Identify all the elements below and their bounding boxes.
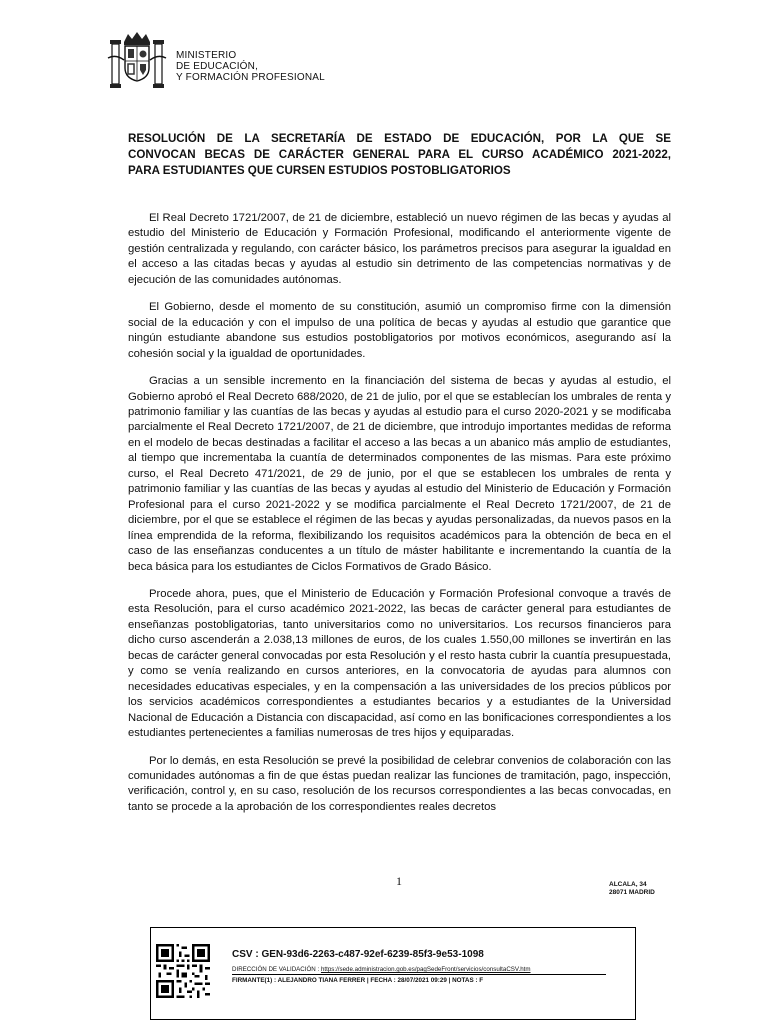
title-line: RESOLUCIÓN DE LA SECRETARÍA DE ESTADO DE EDUCACIÓN, POR LA QUE SE <box>128 132 671 145</box>
csv-code: CSV : GEN-93d6-2263-c487-92ef-6239-85f3-9e53-1098 <box>232 949 484 960</box>
validation-address <box>232 966 531 973</box>
paragraph: El Gobierno, desde el momento de su constitución, asumió un compromiso firme con la dimensión social de la educación y con el impulso de una política de becas y ayudas al estudio que garantice que ningún estudiante abandone sus estudios postobligatorios por motivos económicos, asegurando así la cohesión social y la igualdad de oportunidades. <box>128 301 671 360</box>
paragraph: Procede ahora, pues, que el Ministerio de Educación y Formación Profesional convoque a través de esta Resolución, para el curso académico 2021-2022, las becas de carácter general para estudiantes de enseñanzas postobligatorias, tanto universitarios como no universitarios. Los recursos financieros para dicho curso ascenderán a 2.038,13 millones de euros, de los cuales 1.550,00 millones se invertirán en las becas de carácter general convocadas por esta Resolución y el resto hasta cubrir la cuantía presupuestada, y como se venía realizando en cursos anteriores, en la convocatoria de ayudas para alumnos con necesidades educativas especiales, y en la compensación a las universidades de los precios públicos por los servicios académicos correspondientes a estudiantes becarios y a estudiantes de la Universidad Nacional de Educación a Distancia con discapacidad, así como en las bonificaciones correspondientes a los estudiantes pertenecientes a familias numerosas de tres hijos y equiparadas. <box>128 587 671 740</box>
validation-link[interactable]: https://sede.administracion.gob.es/pagSedeFront/servicios/consultaCSV.htm <box>320 966 531 973</box>
address-line: ALCALA, 34 <box>609 881 647 888</box>
resolution-title <box>128 131 671 179</box>
csv-validation-box <box>150 927 636 1020</box>
paragraph: El Real Decreto 1721/2007, de 21 de diciembre, estableció un nuevo régimen de las becas y ayudas al estudio del Ministerio de Educación y Formación Profesional, modificando el anteriormente vigente de gestión centralizada y regulando, con carácter básico, los parámetros precisos para asegurar la igualdad en el acceso a las citadas becas y ayudas al estudio sin detrimento de las competencias normativas y de ejecución de las comunidades autónomas. <box>128 212 671 286</box>
page-number: 1 <box>396 874 402 888</box>
title-line: CONVOCAN BECAS DE CARÁCTER GENERAL PARA EL CURSO ACADÉMICO 2021-2022, <box>128 148 671 161</box>
paragraph: Por lo demás, en esta Resolución se prevé la posibilidad de celebrar convenios de colaboración con las comunidades autónomas a fin de que éstas puedan realizar las funciones de tramitación, pago, inspección, verificación, control y, en su caso, resolución de los recursos correspondientes a las becas convocadas, en tanto se procede a la aprobación de los correspondientes reales decretos <box>128 754 671 813</box>
qr-code-icon <box>156 944 210 998</box>
paragraph: Gracias a un sensible incremento en la financiación del sistema de becas y ayudas al estudio, el Gobierno aprobó el Real Decreto 688/2020, de 21 de julio, por el que se establecían los umbrales de renta y patrimonio familiar y las cuantías de las becas y ayudas al estudio para el curso 2020-2021 y se modificaba parcialmente el Real Decreto 1721/2007, de 21 de diciembre, que introdujo importantes medidas de reforma en el modelo de becas destinadas a facilitar el acceso a las becas a un abanico más amplio de estudiantes, al tiempo que incrementaba la cuantía de determinados componentes de las mismas. Para este próximo curso, el Real Decreto 471/2021, de 29 de junio, por el que se establecen los umbrales de renta y patrimonio familiar y las cuantías de las becas y ayudas al estudio del Ministerio de Educación y Formación Profesional para el curso 2021-2022 y se modifica parcialmente el Real Decreto 1721/2007, de 21 de diciembre, por el que se establece el régimen de las becas y ayudas personalizadas, da nuevos pasos en la línea emprendida de la reforma, flexibilizando los requisitos académicos para la obtención de beca en el caso de las enseñanzas conducentes a un título de máster habilitante e incrementando la cuantía de la beca básica para los estudiantes de Ciclos Formativos de Grado Básico. <box>128 375 671 573</box>
ministry-line: MINISTERIO <box>176 50 237 61</box>
divider <box>232 974 606 975</box>
signer-info: FIRMANTE(1) : ALEJANDRO TIANA FERRER | FECHA : 28/07/2021 09:29 | NOTAS : F <box>232 977 484 984</box>
ministry-line: Y FORMACIÓN PROFESIONAL <box>176 72 325 83</box>
document-body <box>128 211 671 827</box>
ministry-name <box>176 50 325 83</box>
title-line: PARA ESTUDIANTES QUE CURSEN ESTUDIOS POSTOBLIGATORIOS <box>128 164 511 177</box>
ministry-line: DE EDUCACIÓN, <box>176 61 259 72</box>
document-header <box>106 30 436 92</box>
validation-address-label: DIRECCIÓN DE VALIDACIÓN : <box>232 966 321 973</box>
coat-of-arms-logo <box>106 30 168 92</box>
ministry-address <box>609 881 655 897</box>
address-line: 28071 MADRID <box>609 889 655 896</box>
